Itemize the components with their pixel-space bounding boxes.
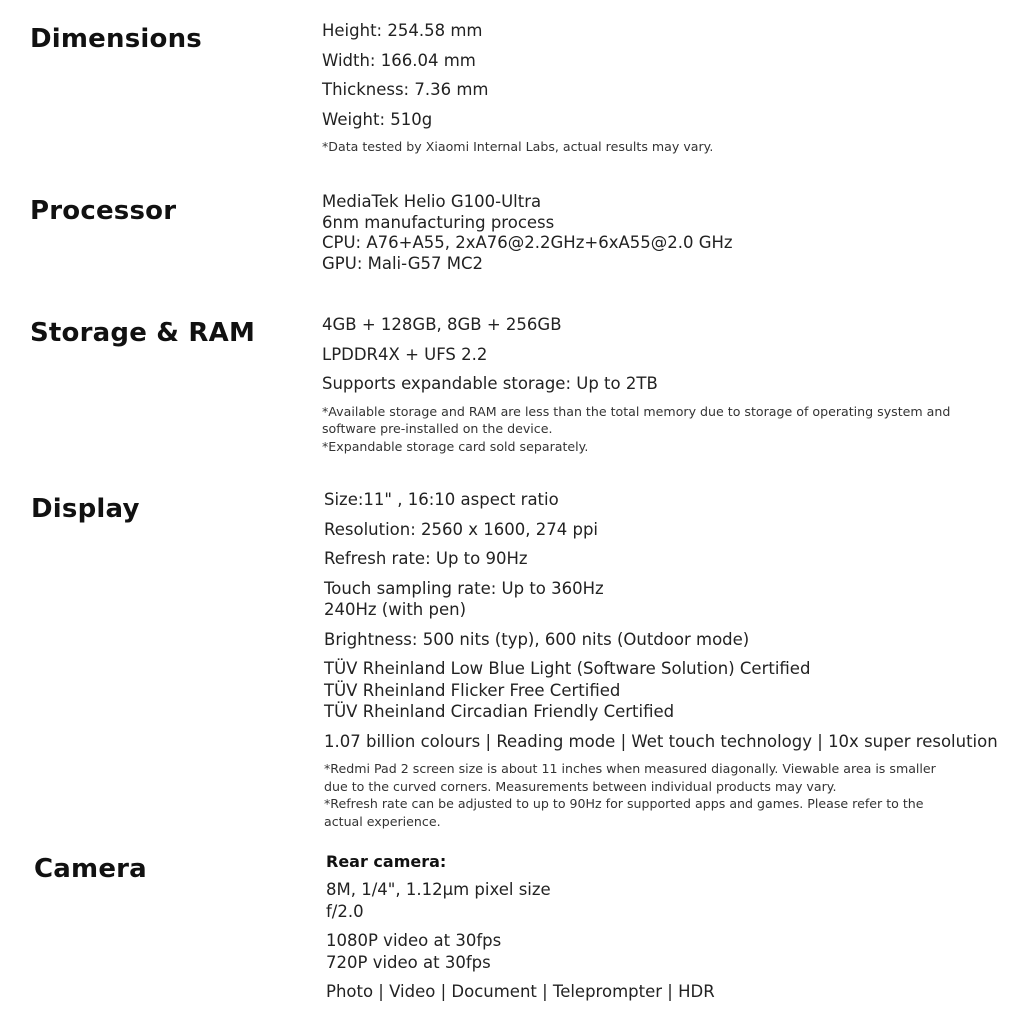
spec-line-configs: 4GB + 128GB, 8GB + 256GB <box>322 315 562 334</box>
spec-line-thickness: Thickness: 7.36 mm <box>322 80 489 99</box>
spec-group <box>326 879 996 922</box>
spec-line-camera-modes: Photo | Video | Document | Teleprompter | HDR <box>326 982 715 1001</box>
dimensions-specs <box>322 20 992 156</box>
storage-footnote: software pre-installed on the device. <box>322 421 553 436</box>
display-specs <box>324 489 998 830</box>
spec-line-resolution: Resolution: 2560 x 1600, 274 ppi <box>324 519 599 539</box>
spec-line-process: 6nm manufacturing process <box>322 212 555 232</box>
spec-group <box>324 489 994 511</box>
spec-line-memory-type: LPDDR4X + UFS 2.2 <box>322 344 488 364</box>
camera-heading: Camera <box>34 854 147 884</box>
spec-group <box>322 50 992 72</box>
spec-line-gpu: GPU: Mali-G57 MC2 <box>322 253 483 273</box>
spec-line-sensor: 8M, 1/4", 1.12μm pixel size <box>326 880 551 899</box>
spec-line-size: Size:11" , 16:10 aspect ratio <box>324 490 559 509</box>
spec-line-weight: Weight: 510g <box>322 109 433 129</box>
display-footnote: *Redmi Pad 2 screen size is about 11 inches when measured diagonally. Viewable area is smaller <box>324 761 936 776</box>
rear-camera-subheading: Rear camera: <box>326 852 447 871</box>
spec-line-chipset: MediaTek Helio G100-Ultra <box>322 192 542 211</box>
spec-line-video: 720P video at 30fps <box>326 952 491 972</box>
spec-line-video: 1080P video at 30fps <box>326 931 502 950</box>
spec-group <box>326 930 996 973</box>
spec-group <box>322 373 992 395</box>
display-heading: Display <box>31 494 140 524</box>
storage-heading: Storage & RAM <box>30 318 256 348</box>
spec-group <box>324 548 994 570</box>
spec-line-expandable: Supports expandable storage: Up to 2TB <box>322 374 658 393</box>
spec-line-certification: TÜV Rheinland Low Blue Light (Software Solution) Certified <box>324 659 811 678</box>
spec-line-aperture: f/2.0 <box>326 901 364 921</box>
spec-line-brightness: Brightness: 500 nits (typ), 600 nits (Outdoor mode) <box>324 629 750 649</box>
spec-group <box>324 658 994 723</box>
spec-line-height: Height: 254.58 mm <box>322 21 483 40</box>
spec-group <box>324 578 994 621</box>
display-footnote: *Refresh rate can be adjusted to up to 90Hz for supported apps and games. Please refer to the <box>324 796 924 811</box>
spec-line-width: Width: 166.04 mm <box>322 50 476 70</box>
storage-specs <box>322 314 992 455</box>
spec-line-touch-sampling: Touch sampling rate: Up to 360Hz <box>324 578 604 598</box>
spec-group <box>326 981 996 1003</box>
spec-group <box>324 629 994 651</box>
spec-group <box>322 109 992 131</box>
spec-group <box>322 20 992 42</box>
dimensions-heading: Dimensions <box>30 24 202 54</box>
spec-line-certification: TÜV Rheinland Flicker Free Certified <box>324 680 621 700</box>
spec-line-cpu: CPU: A76+A55, 2xA76@2.2GHz+6xA55@2.0 GHz <box>322 233 733 252</box>
spec-line-refresh-rate: Refresh rate: Up to 90Hz <box>324 549 528 568</box>
spec-group <box>322 314 992 336</box>
spec-line-certification: TÜV Rheinland Circadian Friendly Certified <box>324 702 675 721</box>
spec-group <box>322 79 992 101</box>
storage-footnote: *Available storage and RAM are less than the total memory due to storage of operating system and <box>322 403 951 419</box>
spec-group <box>324 519 994 541</box>
dimensions-footnote: *Data tested by Xiaomi Internal Labs, actual results may vary. <box>322 139 714 154</box>
spec-line-features: 1.07 billion colours | Reading mode | Wet touch technology | 10x super resolution <box>324 731 998 751</box>
processor-specs <box>322 192 992 274</box>
camera-specs <box>326 851 996 1011</box>
storage-footnote: *Expandable storage card sold separately. <box>322 438 589 454</box>
spec-group <box>324 731 998 753</box>
spec-group <box>322 344 992 366</box>
display-footnote: actual experience. <box>324 813 441 829</box>
spec-line-touch-sampling-pen: 240Hz (with pen) <box>324 600 467 619</box>
display-footnote: due to the curved corners. Measurements between individual products may vary. <box>324 778 837 794</box>
processor-heading: Processor <box>30 196 177 226</box>
